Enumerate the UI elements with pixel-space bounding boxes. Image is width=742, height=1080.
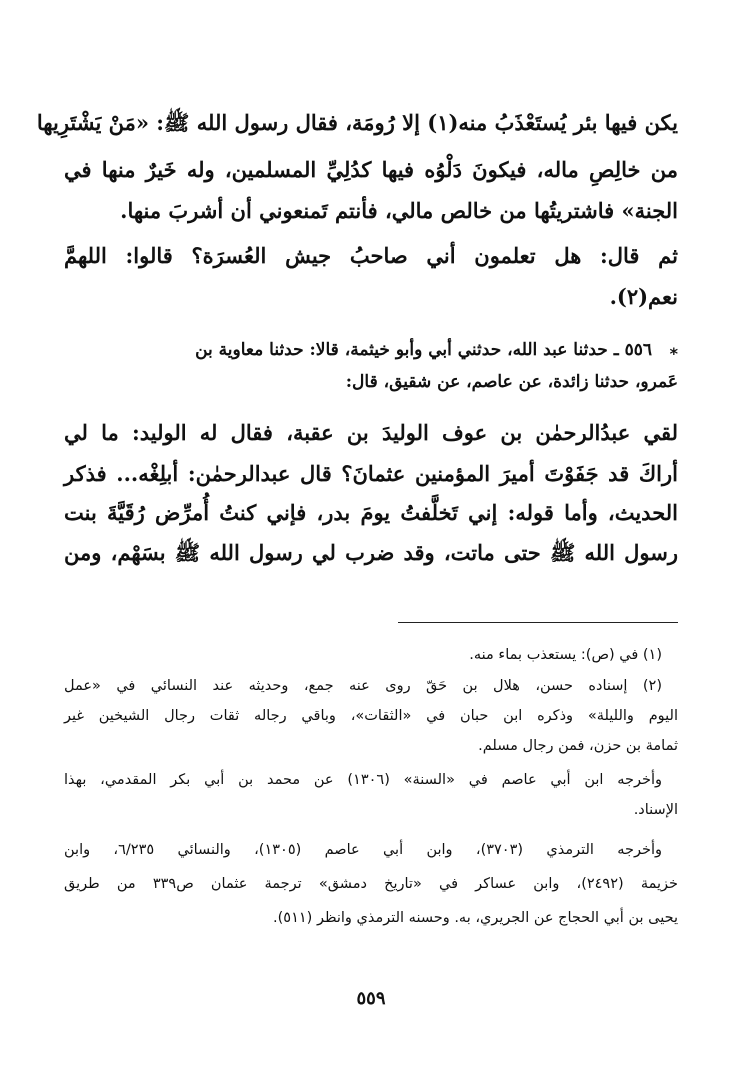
main-text-line: الجنة» فاشتريتُها من خالص مالي، فأنتم تَمنعوني أن أشربَ منها. (120, 198, 678, 223)
main-text-line: ثم قال: هل تعلمون أني صاحبُ جيش العُسرَة؟ قالوا: اللهمَّ (64, 243, 678, 268)
footnote-line: اليوم والليلة» وذكره ابن حبان في «الثقات»، وباقي رجاله ثقات رجال الشيخين غير (64, 708, 678, 724)
footnote-line: (٢) إسناده حسن، هلال بن حَقّ روى عنه جمع، وحديثه عند النسائي في «عمل (64, 678, 662, 694)
main-text-line: لقي عبدُالرحمٰن بن عوف الوليدَ بن عقبة، فقال له الوليد: ما لي (64, 420, 678, 445)
page-number: ٥٥٩ (356, 988, 386, 1009)
hadith-chain-line: عَمرو، حدثنا زائدة، عن عاصم، عن شقيق، قال: (345, 372, 678, 392)
main-text-line: من خالِصِ ماله، فيكونَ دَلْوُه فيها كدُلِيِّ المسلمين، وله خَيرٌ منها في (64, 157, 678, 182)
footnote-line: خزيمة (٢٤٩٢)، وابن عساكر في «تاريخ دمشق» ترجمة عثمان ص٣٣٩ من طريق (64, 876, 678, 892)
footnote-line: وأخرجه الترمذي (٣٧٠٣)، وابن أبي عاصم (١٣٠٥)، والنسائي ٦/٢٣٥، وابن (64, 842, 662, 858)
footnote-line: وأخرجه ابن أبي عاصم في «السنة» (١٣٠٦) عن محمد بن أبي بكر المقدمي، بهذا (64, 772, 662, 788)
hadith-chain-line: ٥٥٦ ـ حدثنا عبد الله، حدثني أبي وأبو خيثمة، قالا: حدثنا معاوية بن (195, 340, 652, 360)
footnote-line: يحيى بن أبي الحجاج عن الجريري، به. وحسنه الترمذي وانظر (٥١١). (273, 910, 678, 926)
footnote-line: ثمامة بن حزن، فمن رجال مسلم. (478, 738, 678, 754)
main-text-line: يكن فيها بئر يُستَعْذَبُ منه(١) إلا رُومَة، فقال رسول الله ﷺ: «مَنْ يَشْتَرِيها (36, 110, 678, 135)
main-text-line: نعم(٢). (609, 284, 678, 309)
main-text-line: رسول الله ﷺ حتى ماتت، وقد ضرب لي رسول الله ﷺ بسَهْم، ومن (64, 540, 678, 565)
footnote-separator (398, 622, 678, 623)
footnote-line: (١) في (ص): يستعذب بماء منه. (469, 647, 662, 663)
footnote-line: الإسناد. (633, 802, 678, 818)
main-text-line: الحديث، وأما قوله: إني تَخلَّفتُ يومَ بدر، فإني كنتُ أُمرِّض رُقَيَّةَ بنت (64, 500, 678, 525)
hadith-star-marker: * (669, 344, 678, 363)
main-text-line: أراكَ قد جَفَوْتَ أميرَ المؤمنين عثمانَ؟ قال عبدالرحمٰن: أبلِغْه... فذكر (64, 461, 678, 486)
